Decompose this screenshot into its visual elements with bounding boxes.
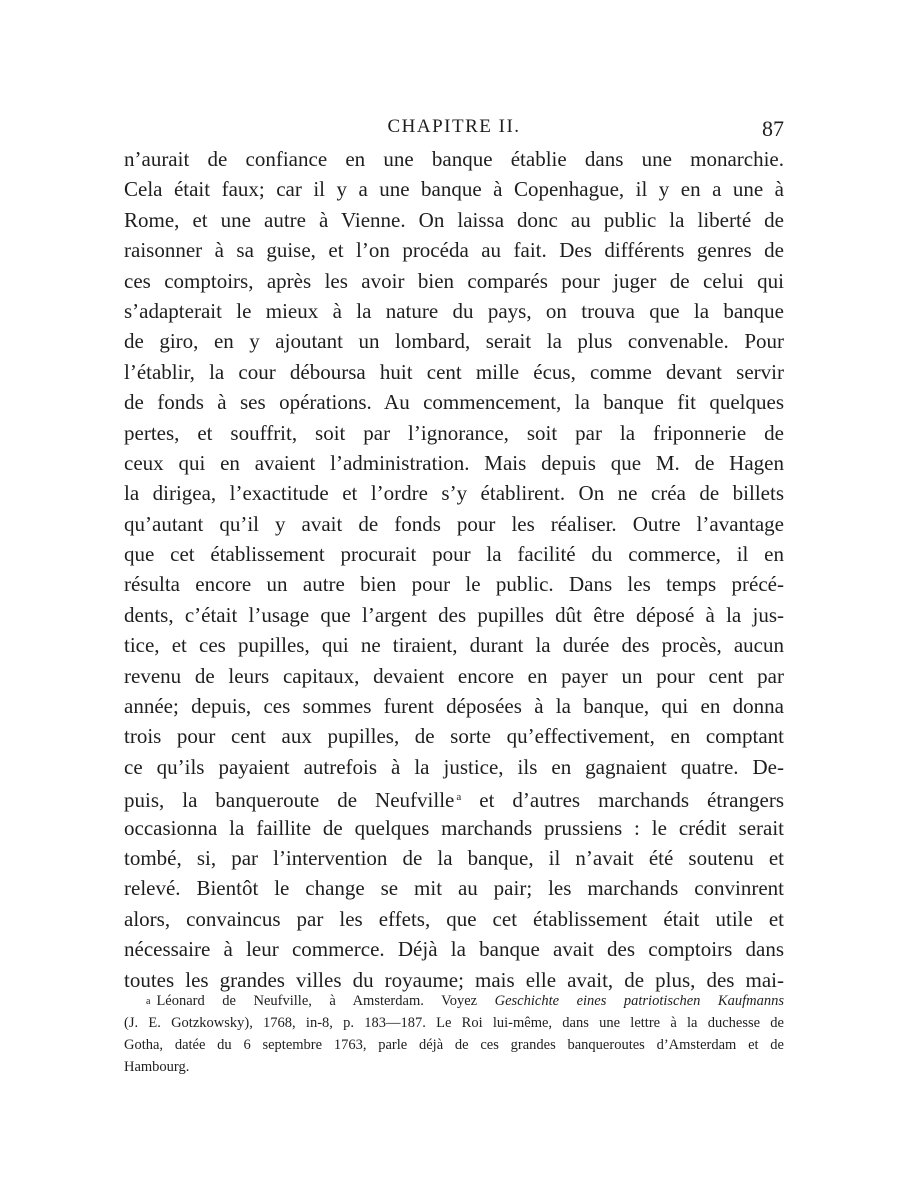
text-line: année; depuis, ces sommes furent déposées à la banque, qui en donna [124, 694, 784, 719]
text-line: ces comptoirs, après les avoir bien comparés pour juger de celui qui [124, 268, 784, 293]
text-line: n’aurait de confiance en une banque établie dans une monarchie. [124, 147, 784, 171]
text-line: toutes les grandes villes du royaume; mais elle avait, de plus, des mai- [124, 967, 784, 992]
text-line: revenu de leurs capitaux, devaient encore en payer un pour cent par [124, 663, 784, 688]
footnote-book-title: Geschichte eines patriotischen Kaufmanns [494, 993, 784, 1009]
text-line: tombé, si, par l’intervention de la banque, il n’avait été soutenu et [124, 845, 784, 870]
text-line: alors, convaincus par les effets, que cet établissement était utile et [124, 906, 784, 931]
text-line: dents, c’était l’usage que l’argent des pupilles dût être déposé à la jus- [124, 602, 784, 627]
footnote-marker: a [146, 996, 151, 1007]
footnote [124, 990, 784, 1078]
text-line [124, 782, 784, 812]
footnote-text: Léonard de Neufville, à Amsterdam. Voyez [156, 993, 495, 1009]
text-segment: puis, la banqueroute de Neufville [124, 788, 455, 813]
footnote-line: (J. E. Gotzkowsky), 1768, in-8, p. 183—187. Le Roi lui-même, dans une lettre à la duchesse de [124, 1015, 784, 1031]
text-line: raisonner à sa guise, et l’on procéda au fait. Des différents genres de [124, 238, 784, 263]
text-segment: et d’autres marchands étrangers [461, 788, 784, 813]
text-line: Cela était faux; car il y a une banque à Copenhague, il y en a une à [124, 177, 784, 202]
text-line: nécessaire à leur commerce. Déjà la banque avait des comptoirs dans [124, 937, 784, 962]
chapter-title: CHAPITRE II. [387, 116, 521, 137]
text-line: relevé. Bientôt le change se mit au pair; les marchands convinrent [124, 876, 784, 901]
text-line: trois pour cent aux pupilles, de sorte qu’effectivement, en comptant [124, 724, 784, 749]
running-head [124, 114, 784, 140]
text-line: de giro, en y ajoutant un lombard, serait la plus convenable. Pour [124, 329, 784, 354]
text-line: ce qu’ils payaient autrefois à la justice, ils en gagnaient quatre. De- [124, 754, 784, 779]
text-line: que cet établissement procurait pour la facilité du commerce, il en [124, 542, 784, 567]
text-line: tice, et ces pupilles, qui ne tiraient, durant la durée des procès, aucun [124, 633, 784, 658]
footnote-text: Hambourg. [124, 1059, 190, 1075]
footnote-line [124, 1056, 784, 1078]
footnote-line: Gotha, datée du 6 septembre 1763, parle déjà de ces grandes banqueroutes d’Amsterdam et de [124, 1037, 784, 1053]
text-line: de fonds à ses opérations. Au commencement, la banque fit quelques [124, 390, 784, 415]
text-line: Rome, et une autre à Vienne. On laissa donc au public la liberté de [124, 207, 784, 232]
text-line: qu’autant qu’il y avait de fonds pour les réaliser. Outre l’avantage [124, 511, 784, 536]
text-line: résulta encore un autre bien pour le public. Dans les temps précé- [124, 572, 784, 597]
text-line: la dirigea, l’exactitude et l’ordre s’y établirent. On ne créa de billets [124, 481, 784, 506]
text-line: s’adapterait le mieux à la nature du pays, on trouva que la banque [124, 298, 784, 323]
body-text [124, 144, 784, 995]
text-line: l’établir, la cour déboursa huit cent mille écus, comme devant servir [124, 359, 784, 384]
footnote-reference[interactable]: a [456, 791, 462, 804]
footnote-line [124, 990, 784, 1012]
page-number: 87 [762, 116, 784, 141]
text-line: ceux qui en avaient l’administration. Mais depuis que M. de Hagen [124, 450, 784, 475]
text-line: pertes, et souffrit, soit par l’ignorance, soit par la friponnerie de [124, 420, 784, 445]
text-line: occasionna la faillite de quelques marchands prussiens : le crédit serait [124, 815, 784, 840]
